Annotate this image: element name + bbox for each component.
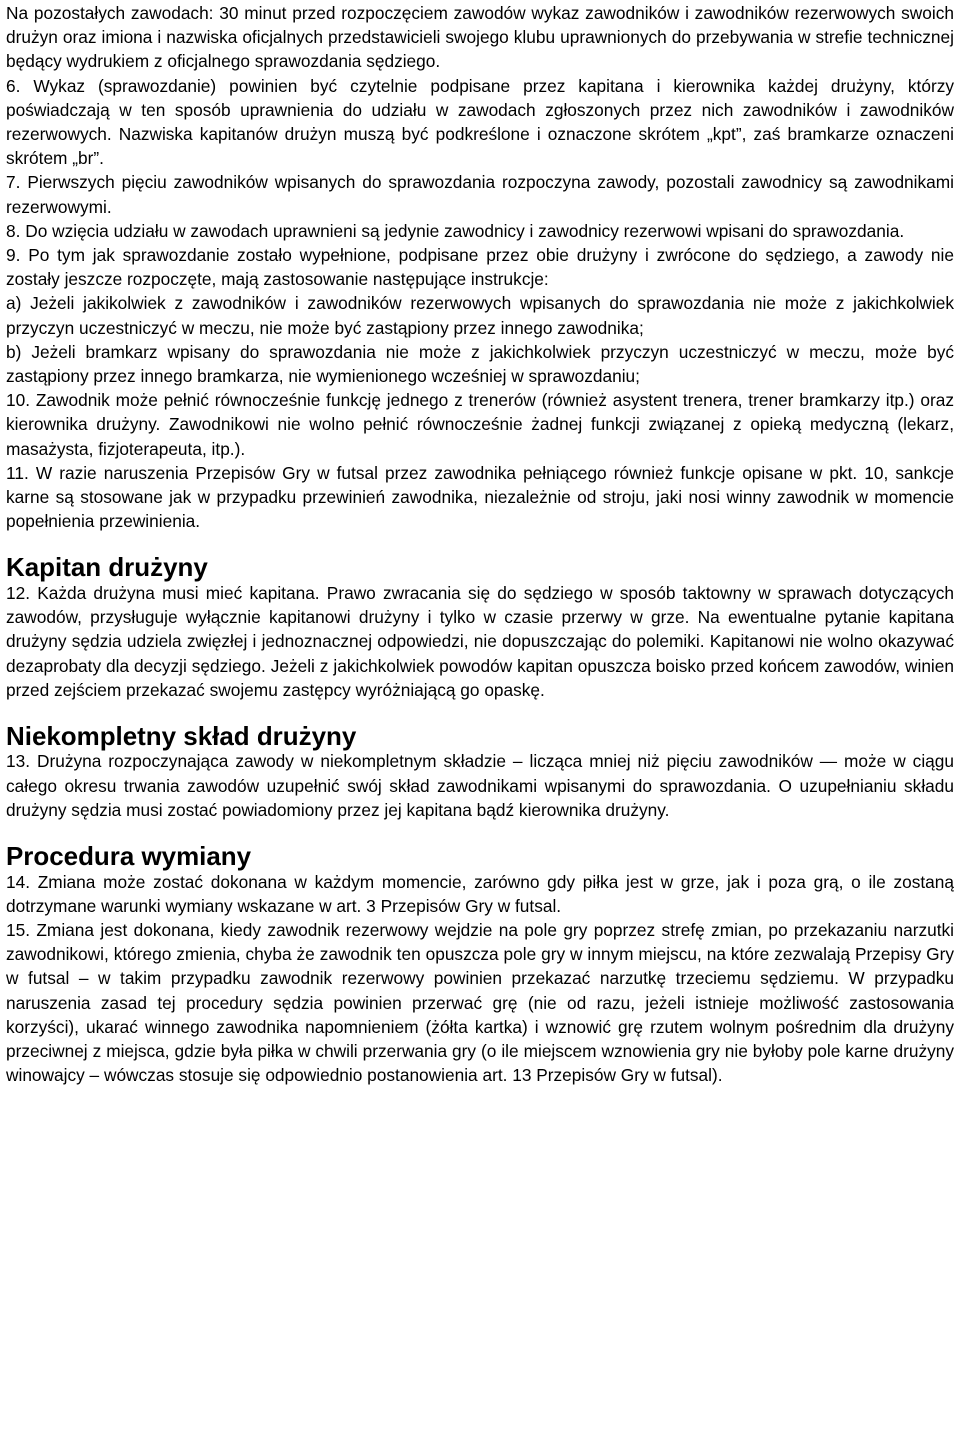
- paragraph-9a: a) Jeżeli jakikolwiek z zawodników i zawodników rezerwowych wpisanych do sprawozdania nie może z jakichkolwiek przyczyn uczestniczyć w meczu, nie może być zastąpiony przez innego zawodnika;: [6, 293, 954, 338]
- section-heading-kapitan: Kapitan drużyny: [6, 554, 208, 583]
- section-heading-procedura-wymiany: Procedura wymiany: [6, 843, 252, 872]
- paragraph-7: 7. Pierwszych pięciu zawodników wpisanych do sprawozdania rozpoczyna zawody, pozostali zawodnicy są zawodnikami rezerwowymi.: [6, 172, 954, 217]
- paragraph-10: 10. Zawodnik może pełnić równocześnie funkcję jednego z trenerów (również asystent trenera, trener bramkarzy itp.) oraz kierownika drużyny. Zawodnikowi nie wolno pełnić równocześnie żadnej funkcji związanej z opieką medyczną (lekarz, masażysta, fizjoterapeuta, itp.).: [6, 390, 954, 459]
- document-page: [0, 1, 960, 1441]
- paragraph-8: 8. Do wzięcia udziału w zawodach uprawnieni są jedynie zawodnicy i zawodnicy rezerwowi wpisani do sprawozdania.: [6, 220, 905, 241]
- section-heading-niekompletny-sklad: Niekompletny skład drużyny: [6, 722, 357, 751]
- paragraph-9b: b) Jeżeli bramkarz wpisany do sprawozdania nie może z jakichkolwiek przyczyn uczestniczyć w meczu, może być zastąpiony przez innego bramkarza, nie wymienionego wcześniej w sprawozdaniu;: [6, 341, 954, 387]
- paragraph-intro: Na pozostałych zawodach: 30 minut przed rozpoczęciem zawodów wykaz zawodników i zawodników rezerwowych swoich drużyn oraz imiona i nazwiska oficjalnych przedstawicieli swojego klubu uprawnionych do przebywania w strefie technicznej będący wydrukiem z oficjalnego sprawozdania sędziego.: [6, 3, 954, 72]
- paragraph-13: 13. Drużyna rozpoczynająca zawody w niekompletnym składzie – licząca mniej niż pięciu zawodników — może w ciągu całego okresu trwania zawodów uzupełnić swój skład zawodnikami wpisanymi do sprawozdania. O uzupełnianiu składu drużyny sędzia musi zostać powiadomiony przez jej kapitana bądź kierownika drużyny.: [6, 751, 954, 820]
- paragraph-12: 12. Każda drużyna musi mieć kapitana. Prawo zwracania się do sędziego w sposób taktowny w sprawach dotyczących zawodów, przysługuje wyłącznie kapitanowi drużyny i tylko w czasie przerwy w grze. Na ewentualne pytanie kapitana drużyny sędzia udziela zwięzłej i jednoznacznej odpowiedzi, nie dopuszczając do polemiki. Kapitanowi nie wolno okazywać dezaprobaty dla decyzji sędziego. Jeżeli z jakichkolwiek powodów kapitan opuszcza boisko przed końcem zawodów, winien przed zejściem przekazać swojemu zastępcy wyróżniającą go opaskę.: [6, 582, 954, 700]
- paragraph-6: 6. Wykaz (sprawozdanie) powinien być czytelnie podpisane przez kapitana i kierownika każdej drużyny, którzy poświadczają w ten sposób uprawnienia do udziału w zawodach zgłoszonych przez nich zawodników i zawodników rezerwowych. Nazwiska kapitanów drużyn muszą być podkreślone i oznaczone skrótem „kpt”, zaś bramkarze oznaczeni skrótem „br”.: [6, 75, 954, 169]
- paragraph-15: 15. Zmiana jest dokonana, kiedy zawodnik rezerwowy wejdzie na pole gry poprzez strefę zmian, po przekazaniu narzutki zawodnikowi, którego zmienia, chyba że zawodnik ten opuszcza pole gry w innym miejscu, na które zezwalają Przepisy Gry w futsal – w takim przypadku zawodnik rezerwowy powinien przekazać narzutkę trzeciemu sędziemu. W przypadku naruszenia zasad tej procedury sędzia powinien przerwać grę (nie od razu, jeżeli istnieje możliwość zastosowania korzyści), ukarać winnego zawodnika napomnieniem (żółta kartka) i wznowić grę rzutem wolnym pośrednim dla drużyny przeciwnej z miejsca, gdzie była piłka w chwili przerwania gry (o ile miejscem wznowienia gry nie byłoby pole karne drużyny winowajcy – wówczas stosuje się odpowiednio postanowienia art. 13 Przepisów Gry w futsal).: [6, 920, 954, 1086]
- paragraph-11: 11. W razie naruszenia Przepisów Gry w futsal przez zawodnika pełniącego również funkcje opisane w pkt. 10, sankcje karne są stosowane jak w przypadku przewinień zawodnika, niezależnie od stroju, jaki nosi winny zawodnik w momencie popełnienia przewinienia.: [6, 462, 954, 532]
- paragraph-9: 9. Po tym jak sprawozdanie zostało wypełnione, podpisane przez obie drużyny i zwrócone do sędziego, a zawody nie zostały jeszcze rozpoczęte, mają zastosowanie następujące instrukcje:: [6, 245, 954, 290]
- paragraph-14: 14. Zmiana może zostać dokonana w każdym momencie, zarówno gdy piłka jest w grze, jak i poza grą, o ile zostaną dotrzymane warunki wymiany wskazane w art. 3 Przepisów Gry w futsal.: [6, 871, 954, 916]
